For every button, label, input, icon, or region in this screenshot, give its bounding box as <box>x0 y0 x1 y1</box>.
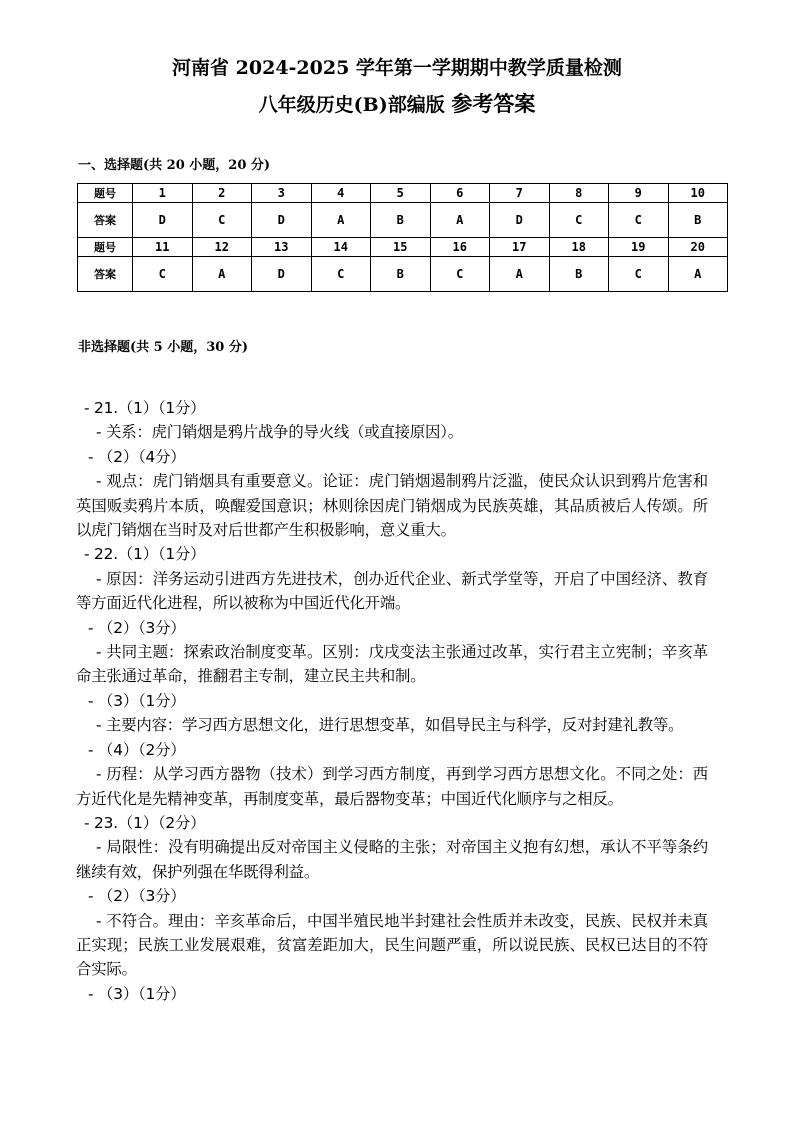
table-row <box>78 203 728 238</box>
answer-paragraph: - 局限性：没有明确提出反对帝国主义侵略的主张；对帝国主义抱有幻想，承认不平等条约继续有效，保护列强在华既得利益。 <box>76 838 708 881</box>
subtitle-emphasis: 参考答案 <box>451 91 536 116</box>
sub-question-header: - （3）（1分） <box>88 691 186 710</box>
sub-question-header: - （2）（3分） <box>88 618 186 637</box>
answer-cell: C <box>311 257 371 292</box>
sub-question-header: - （2）（4分） <box>88 447 186 466</box>
sub-question-header: - （4）（2分） <box>88 740 186 759</box>
question-number: 11 <box>133 238 193 257</box>
question-number: 14 <box>311 238 371 257</box>
answer-paragraph: - 原因：洋务运动引进西方先进技术，创办近代企业、新式学堂等，开启了中国经济、教育等方面近代化进程，所以被称为中国近代化开端。 <box>76 569 708 613</box>
row-label: 答案 <box>78 257 133 292</box>
answer-cell: D <box>133 203 193 238</box>
answer-paragraph: - 共同主题：探索政治制度变革。区别：戊戌变法主张通过改革，实行君主立宪制；辛亥革命主张通过革命，推翻君主专制，建立民主共和制。 <box>76 643 708 686</box>
answer-cell: B <box>371 257 431 292</box>
answer-cell: B <box>371 203 431 238</box>
answer-cell: D <box>252 257 312 292</box>
question-number: 1 <box>133 184 193 203</box>
question-number: 18 <box>549 238 609 257</box>
table-row <box>78 238 728 257</box>
answer-paragraph: - 主要内容：学习西方思想文化，进行思想变革，如倡导民主与科学，反对封建礼教等。 <box>96 716 684 735</box>
section-heading-choice: 一、选择题(共 20 小题，20 分) <box>78 158 271 173</box>
answer-paragraph: - 不符合。理由：辛亥革命后，中国半殖民地半封建社会性质并未改变，民族、民权并未真正实现；民族工业发展艰难，贫富差距加大，民生问题严重，所以说民族、民权已达目的不符合实际。 <box>76 911 708 979</box>
table-row <box>78 257 728 292</box>
answer-cell: A <box>192 257 252 292</box>
question-number: 19 <box>609 238 669 257</box>
answer-cell: C <box>609 257 669 292</box>
answer-cell: A <box>311 203 371 238</box>
answer-cell: B <box>549 257 609 292</box>
question-number: 17 <box>490 238 550 257</box>
answer-cell: C <box>192 203 252 238</box>
question-header: - 22.（1）（1分） <box>84 545 206 564</box>
question-number: 3 <box>252 184 312 203</box>
answer-cell: C <box>133 257 193 292</box>
answer-body <box>76 396 708 1006</box>
question-number: 6 <box>430 184 490 203</box>
sub-question-header: - （2）（3分） <box>88 887 186 906</box>
answer-cell: D <box>490 203 550 238</box>
question-number: 8 <box>549 184 609 203</box>
answer-cell: A <box>668 257 728 292</box>
question-number: 12 <box>192 238 252 257</box>
question-number: 7 <box>490 184 550 203</box>
answer-table <box>77 183 728 292</box>
answer-cell: A <box>490 257 550 292</box>
answer-paragraph: - 历程：从学习西方器物（技术）到学习西方制度，再到学习西方思想文化。不同之处：西方近代化是先精神变革，再制度变革，最后器物变革；中国近代化顺序与之相反。 <box>76 765 708 808</box>
question-number: 9 <box>609 184 669 203</box>
question-number: 16 <box>430 238 490 257</box>
row-label: 题号 <box>78 238 133 257</box>
answer-paragraph: - 关系：虎门销烟是鸦片战争的导火线（或直接原因）。 <box>96 423 463 442</box>
answer-cell: C <box>549 203 609 238</box>
row-label: 答案 <box>78 203 133 238</box>
table-row <box>78 184 728 203</box>
question-number: 5 <box>371 184 431 203</box>
question-number: 2 <box>192 184 252 203</box>
question-number: 13 <box>252 238 312 257</box>
question-number: 4 <box>311 184 371 203</box>
row-label: 题号 <box>78 184 133 203</box>
answer-cell: A <box>430 203 490 238</box>
question-header: - 21.（1）（1分） <box>84 399 206 417</box>
section-heading-nonchoice: 非选择题(共 5 小题，30 分) <box>78 340 249 355</box>
document-subtitle <box>0 90 794 119</box>
subtitle-main: 八年级历史(B)部编版 <box>258 94 445 116</box>
question-number: 15 <box>371 238 431 257</box>
answer-cell: B <box>668 203 728 238</box>
sub-question-header: - （3）（1分） <box>88 984 186 1003</box>
answer-cell: C <box>430 257 490 292</box>
answer-cell: C <box>609 203 669 238</box>
document-title: 河南省 2024-2025 学年第一学期期中教学质量检测 <box>172 57 622 79</box>
question-header: - 23.（1）（2分） <box>84 813 206 832</box>
answer-cell: D <box>252 203 312 238</box>
answer-paragraph: - 观点：虎门销烟具有重要意义。论证：虎门销烟遏制鸦片泛滥，使民众认识到鸦片危害和英国贩卖鸦片本质，唤醒爱国意识；林则徐因虎门销烟成为民族英雄，其品质被后人传颂。所以虎门销烟在当时及对后世都产生积极影响，意义重大。 <box>76 472 708 540</box>
question-number: 20 <box>668 238 728 257</box>
question-number: 10 <box>668 184 728 203</box>
